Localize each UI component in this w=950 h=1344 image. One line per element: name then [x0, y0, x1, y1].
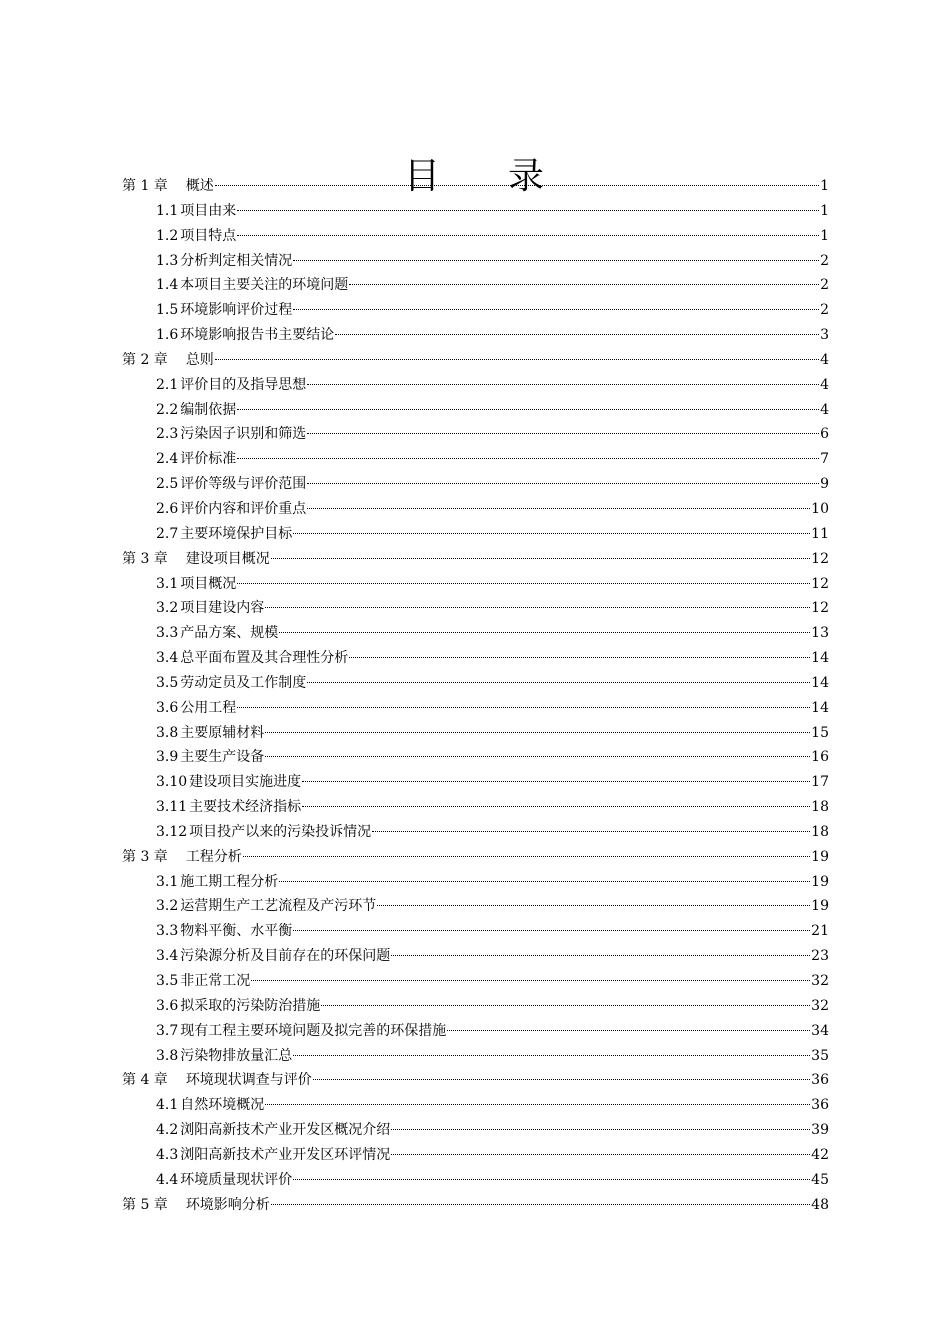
toc-entry-title: 运营期生产工艺流程及产污环节 — [180, 898, 377, 915]
toc-section-entry[interactable] — [122, 969, 829, 994]
dot-leader — [237, 458, 819, 459]
toc-entry-label — [156, 273, 348, 298]
toc-entry-number: 1.1 — [156, 202, 179, 219]
toc-page-number: 7 — [820, 451, 829, 468]
toc-section-entry[interactable] — [122, 646, 829, 671]
dot-leader — [302, 781, 810, 782]
toc-entry-number: 1.4 — [156, 277, 179, 294]
toc-entry-title: 现有工程主要环境问题及拟完善的环保措施 — [180, 1022, 447, 1039]
toc-entry-label — [122, 547, 270, 572]
dot-leader — [307, 384, 819, 385]
toc-page-number: 10 — [811, 500, 829, 517]
toc-entry-number: 3.8 — [156, 1047, 179, 1064]
toc-entry-label — [156, 472, 306, 497]
dot-leader — [293, 1179, 810, 1180]
toc-entry-number: 3.2 — [156, 600, 179, 617]
toc-entry-title: 拟采取的污染防治措施 — [180, 997, 321, 1014]
dot-leader — [307, 682, 810, 683]
dot-leader — [293, 1055, 810, 1056]
toc-entry-label — [156, 1093, 264, 1118]
toc-section-entry[interactable] — [122, 422, 829, 447]
toc-section-entry[interactable] — [122, 472, 829, 497]
toc-entry-number: 4.2 — [156, 1122, 179, 1139]
toc-entry-number: 3.3 — [156, 923, 179, 940]
toc-entry-number: 3.3 — [156, 625, 179, 642]
toc-entry-title: 总则 — [185, 351, 214, 368]
toc-page-number: 12 — [811, 575, 829, 592]
toc-entry-title: 环境影响评价过程 — [180, 302, 293, 319]
toc-entry-label — [156, 795, 301, 820]
toc-entry-title: 建设项目概况 — [185, 550, 270, 567]
toc-section-entry[interactable] — [122, 398, 829, 423]
toc-entry-label — [122, 1068, 312, 1093]
toc-page-number: 4 — [820, 351, 829, 368]
toc-section-entry[interactable] — [122, 1143, 829, 1168]
toc-entry-title: 主要环境保护目标 — [180, 525, 293, 542]
toc-entry-title: 项目建设内容 — [180, 600, 265, 617]
toc-entry-label — [156, 497, 306, 522]
toc-page-number: 32 — [811, 997, 829, 1014]
toc-entry-label — [156, 1168, 292, 1193]
toc-entry-number: 3.2 — [156, 898, 179, 915]
dot-leader — [271, 558, 810, 559]
toc-page-number: 11 — [811, 525, 829, 542]
toc-entry-label — [156, 919, 292, 944]
toc-entry-title: 主要生产设备 — [180, 749, 265, 766]
title-char: 目 — [403, 156, 442, 198]
toc-entry-title: 概述 — [185, 178, 214, 194]
toc-entry-title: 项目概况 — [180, 575, 237, 592]
toc-entry-label — [156, 944, 390, 969]
dot-leader — [215, 359, 819, 360]
toc-section-entry[interactable] — [122, 671, 829, 696]
toc-page-number: 12 — [811, 600, 829, 617]
toc-entry-label — [122, 174, 214, 199]
toc-chapter-entry[interactable] — [122, 174, 829, 199]
toc-entry-label — [156, 298, 292, 323]
toc-entry-label — [156, 770, 301, 795]
toc-entry-number: 2.2 — [156, 401, 179, 418]
toc-section-entry[interactable] — [122, 323, 829, 348]
toc-entry-title: 施工期工程分析 — [180, 873, 279, 890]
toc-entry-number: 2.5 — [156, 476, 179, 493]
toc-page-number: 4 — [820, 401, 829, 418]
toc-chapter-entry[interactable] — [122, 348, 829, 373]
toc-page-number: 9 — [820, 476, 829, 493]
dot-leader — [307, 483, 819, 484]
toc-entry-label — [156, 969, 250, 994]
toc-section-entry[interactable] — [122, 721, 829, 746]
toc-entry-number: 3.4 — [156, 650, 179, 667]
toc-entry-title: 工程分析 — [185, 848, 242, 865]
toc-entry-title: 环境质量现状评价 — [180, 1171, 293, 1188]
toc-entry-number: 3.5 — [156, 674, 179, 691]
dot-leader — [265, 607, 810, 608]
toc-section-entry[interactable] — [122, 944, 829, 969]
dot-leader — [307, 508, 810, 509]
toc-entry-label — [122, 1193, 270, 1218]
toc-chapter-entry[interactable] — [122, 1068, 829, 1093]
dot-leader — [307, 433, 819, 434]
toc-entry-number: 1.3 — [156, 252, 179, 269]
dot-leader — [215, 185, 819, 186]
toc-section-entry[interactable] — [122, 572, 829, 597]
dot-leader — [335, 334, 819, 335]
toc-section-entry[interactable] — [122, 249, 829, 274]
toc-page-number: 39 — [811, 1122, 829, 1139]
toc-page-number: 12 — [811, 550, 829, 567]
toc-entry-number: 3.5 — [156, 973, 179, 989]
toc-entry-number: 第 5 章 — [122, 1196, 168, 1213]
toc-entry-title: 污染物排放量汇总 — [180, 1047, 293, 1064]
toc-entry-title: 浏阳高新技术产业开发区概况介绍 — [180, 1122, 391, 1139]
toc-entry-title: 建设项目实施进度 — [189, 774, 302, 791]
toc-section-entry[interactable] — [122, 994, 829, 1019]
toc-entry-title: 污染因子识别和筛选 — [180, 426, 307, 443]
toc-entry-label — [156, 894, 376, 919]
toc-entry-title: 分析判定相关情况 — [180, 252, 293, 269]
dot-leader — [271, 1204, 810, 1205]
toc-entry-title: 浏阳高新技术产业开发区环评情况 — [180, 1146, 391, 1163]
toc-entry-number: 2.4 — [156, 451, 179, 468]
toc-entry-title: 自然环境概况 — [180, 1097, 265, 1114]
toc-page-number: 32 — [811, 973, 829, 989]
toc-page-number: 36 — [811, 1097, 829, 1114]
dot-leader — [237, 210, 819, 211]
toc-section-entry[interactable] — [122, 1168, 829, 1193]
toc-section-entry[interactable] — [122, 894, 829, 919]
toc-page-number: 34 — [811, 1022, 829, 1039]
toc-entry-title: 产品方案、规模 — [180, 625, 279, 642]
toc-page-number: 1 — [820, 178, 829, 194]
toc-page-number: 16 — [811, 749, 829, 766]
dot-leader — [279, 632, 810, 633]
toc-entry-label — [156, 1044, 292, 1069]
dot-leader — [447, 1030, 810, 1031]
toc-page-number: 17 — [811, 774, 829, 791]
toc-entry-title: 主要技术经济指标 — [189, 799, 302, 816]
toc-entry-number: 第 1 章 — [122, 178, 168, 194]
toc-page-number: 36 — [811, 1072, 829, 1089]
toc-entry-label — [156, 870, 278, 895]
toc-entry-label — [156, 646, 348, 671]
toc-section-entry[interactable] — [122, 795, 829, 820]
toc-entry-title: 劳动定员及工作制度 — [180, 674, 307, 691]
toc-entry-label — [156, 398, 236, 423]
toc-entry-title: 公用工程 — [180, 699, 237, 716]
toc-section-entry[interactable] — [122, 1118, 829, 1143]
toc-entry-label — [156, 1143, 390, 1168]
toc-entry-number: 2.6 — [156, 500, 179, 517]
dot-leader — [237, 235, 819, 236]
dot-leader — [265, 756, 810, 757]
toc-section-entry[interactable] — [122, 373, 829, 398]
toc-entry-label — [156, 745, 264, 770]
toc-section-entry[interactable] — [122, 870, 829, 895]
toc-entry-number: 3.11 — [156, 799, 188, 816]
toc-section-entry[interactable] — [122, 1044, 829, 1069]
dot-leader — [321, 1005, 810, 1006]
toc-entry-number: 3.1 — [156, 873, 179, 890]
toc-entry-number: 3.7 — [156, 1022, 179, 1039]
dot-leader — [349, 657, 810, 658]
toc-section-entry[interactable] — [122, 224, 829, 249]
toc-page-number: 14 — [811, 650, 829, 667]
toc-section-entry[interactable] — [122, 447, 829, 472]
toc-page-number: 1 — [820, 227, 829, 244]
toc-chapter-entry[interactable] — [122, 1193, 829, 1218]
dot-leader — [302, 806, 810, 807]
toc-entry-title: 项目投产以来的污染投诉情况 — [189, 823, 372, 840]
toc-page-number: 19 — [811, 873, 829, 890]
toc-entry-label — [122, 845, 242, 870]
toc-page-number: 18 — [811, 823, 829, 840]
toc-entry-number: 3.12 — [156, 823, 188, 840]
dot-leader — [243, 856, 810, 857]
dot-leader — [391, 1129, 810, 1130]
toc-section-entry[interactable] — [122, 1019, 829, 1044]
dot-leader — [293, 930, 810, 931]
toc-entry-number: 1.2 — [156, 227, 179, 244]
toc-section-entry[interactable] — [122, 199, 829, 224]
toc-page-number: 48 — [811, 1196, 829, 1213]
dot-leader — [265, 1104, 810, 1105]
toc-entry-label — [156, 820, 371, 845]
dot-leader — [237, 409, 819, 410]
dot-leader — [313, 1079, 810, 1080]
toc-entry-title: 编制依据 — [180, 401, 237, 418]
toc-entry-number: 3.4 — [156, 948, 179, 965]
toc-section-entry[interactable] — [122, 745, 829, 770]
toc-entry-number: 第 4 章 — [122, 1072, 168, 1089]
toc-section-entry[interactable] — [122, 1093, 829, 1118]
dot-leader — [293, 309, 819, 310]
dot-leader — [391, 1154, 810, 1155]
dot-leader — [279, 881, 810, 882]
toc-entry-number: 4.3 — [156, 1146, 179, 1163]
dot-leader — [372, 831, 810, 832]
toc-entry-title: 项目由来 — [180, 202, 237, 219]
toc-entry-title: 环境影响报告书主要结论 — [180, 327, 335, 344]
toc-page-number: 21 — [811, 923, 829, 940]
toc-entry-label — [156, 671, 306, 696]
toc-entry-title: 污染源分析及目前存在的环保问题 — [180, 948, 391, 965]
toc-page-number: 23 — [811, 948, 829, 965]
toc-entry-number: 1.5 — [156, 302, 179, 319]
dot-leader — [237, 707, 810, 708]
toc-entry-title: 评价内容和评价重点 — [180, 500, 307, 517]
toc-entry-label — [156, 1118, 390, 1143]
toc-entry-label — [156, 447, 236, 472]
toc-section-entry[interactable] — [122, 919, 829, 944]
toc-entry-title: 环境现状调查与评价 — [185, 1072, 312, 1089]
toc-page-number: 19 — [811, 898, 829, 915]
toc-entry-label — [156, 199, 236, 224]
toc-page-number: 6 — [820, 426, 829, 443]
toc-page-number: 14 — [811, 699, 829, 716]
dot-leader — [391, 955, 810, 956]
toc-entry-number: 4.1 — [156, 1097, 179, 1114]
toc-entry-title: 项目特点 — [180, 227, 237, 244]
toc-entry-number: 3.6 — [156, 997, 179, 1014]
toc-entry-number: 2.1 — [156, 376, 179, 393]
toc-section-entry[interactable] — [122, 596, 829, 621]
toc-entry-title: 评价等级与评价范围 — [180, 476, 307, 493]
toc-page-number: 4 — [820, 376, 829, 393]
toc-entry-title: 本项目主要关注的环境问题 — [180, 277, 349, 294]
toc-section-entry[interactable] — [122, 770, 829, 795]
toc-entry-title: 非正常工况 — [180, 973, 251, 989]
toc-page-number: 42 — [811, 1146, 829, 1163]
toc-page-number: 15 — [811, 724, 829, 741]
toc-entry-number: 第 2 章 — [122, 351, 168, 368]
toc-entry-title: 总平面布置及其合理性分析 — [180, 650, 349, 667]
toc-page-number: 45 — [811, 1171, 829, 1188]
toc-entry-label — [156, 522, 292, 547]
toc-entry-title: 评价标准 — [180, 451, 237, 468]
toc-entry-label — [122, 348, 214, 373]
toc-page-number: 1 — [820, 202, 829, 219]
title-char: 录 — [508, 156, 547, 198]
dot-leader — [349, 284, 819, 285]
toc-entry-number: 3.9 — [156, 749, 179, 766]
toc-entry-number: 1.6 — [156, 327, 179, 344]
dot-leader — [293, 533, 810, 534]
toc-entry-number: 2.3 — [156, 426, 179, 443]
toc-entry-label — [156, 422, 306, 447]
toc-entry-label — [156, 721, 264, 746]
toc-page-number: 35 — [811, 1047, 829, 1064]
toc-entry-number: 3.10 — [156, 774, 188, 791]
toc-entry-title: 主要原辅材料 — [180, 724, 265, 741]
dot-leader — [237, 583, 810, 584]
toc-entry-title: 评价目的及指导思想 — [180, 376, 307, 393]
toc-entry-title: 物料平衡、水平衡 — [180, 923, 293, 940]
toc-entry-label — [156, 224, 236, 249]
toc-section-entry[interactable] — [122, 522, 829, 547]
toc-entry-number: 3.1 — [156, 575, 179, 592]
toc-entry-label — [156, 994, 320, 1019]
dot-leader — [293, 260, 819, 261]
toc-entry-label — [156, 596, 264, 621]
toc-page-number: 2 — [820, 302, 829, 319]
toc-entry-number: 3.6 — [156, 699, 179, 716]
toc-entry-label — [156, 249, 292, 274]
toc-entry-number: 第 3 章 — [122, 848, 168, 865]
toc-entry-number: 3.8 — [156, 724, 179, 741]
toc-entry-label — [156, 696, 236, 721]
toc-page-number: 13 — [811, 625, 829, 642]
toc-entry-label — [156, 323, 334, 348]
toc-chapter-entry[interactable] — [122, 845, 829, 870]
toc-section-entry[interactable] — [122, 696, 829, 721]
toc-entry-label — [156, 572, 236, 597]
toc-entry-number: 2.7 — [156, 525, 179, 542]
toc-chapter-entry[interactable] — [122, 547, 829, 572]
toc-page-number: 3 — [820, 327, 829, 344]
table-of-contents — [122, 174, 829, 1217]
toc-entry-title: 环境影响分析 — [185, 1196, 270, 1213]
toc-section-entry[interactable] — [122, 820, 829, 845]
toc-page-number: 2 — [820, 252, 829, 269]
toc-section-entry[interactable] — [122, 497, 829, 522]
toc-page-number: 2 — [820, 277, 829, 294]
toc-page-number: 19 — [811, 848, 829, 865]
toc-section-entry[interactable] — [122, 273, 829, 298]
dot-leader — [265, 732, 810, 733]
toc-entry-label — [156, 621, 278, 646]
toc-page-number: 14 — [811, 674, 829, 691]
toc-entry-label — [156, 373, 306, 398]
toc-page-number: 18 — [811, 799, 829, 816]
dot-leader — [251, 980, 810, 981]
toc-entry-number: 第 3 章 — [122, 550, 168, 567]
toc-section-entry[interactable] — [122, 621, 829, 646]
dot-leader — [377, 905, 810, 906]
toc-entry-label — [156, 1019, 446, 1044]
toc-section-entry[interactable] — [122, 298, 829, 323]
toc-entry-number: 4.4 — [156, 1171, 179, 1188]
